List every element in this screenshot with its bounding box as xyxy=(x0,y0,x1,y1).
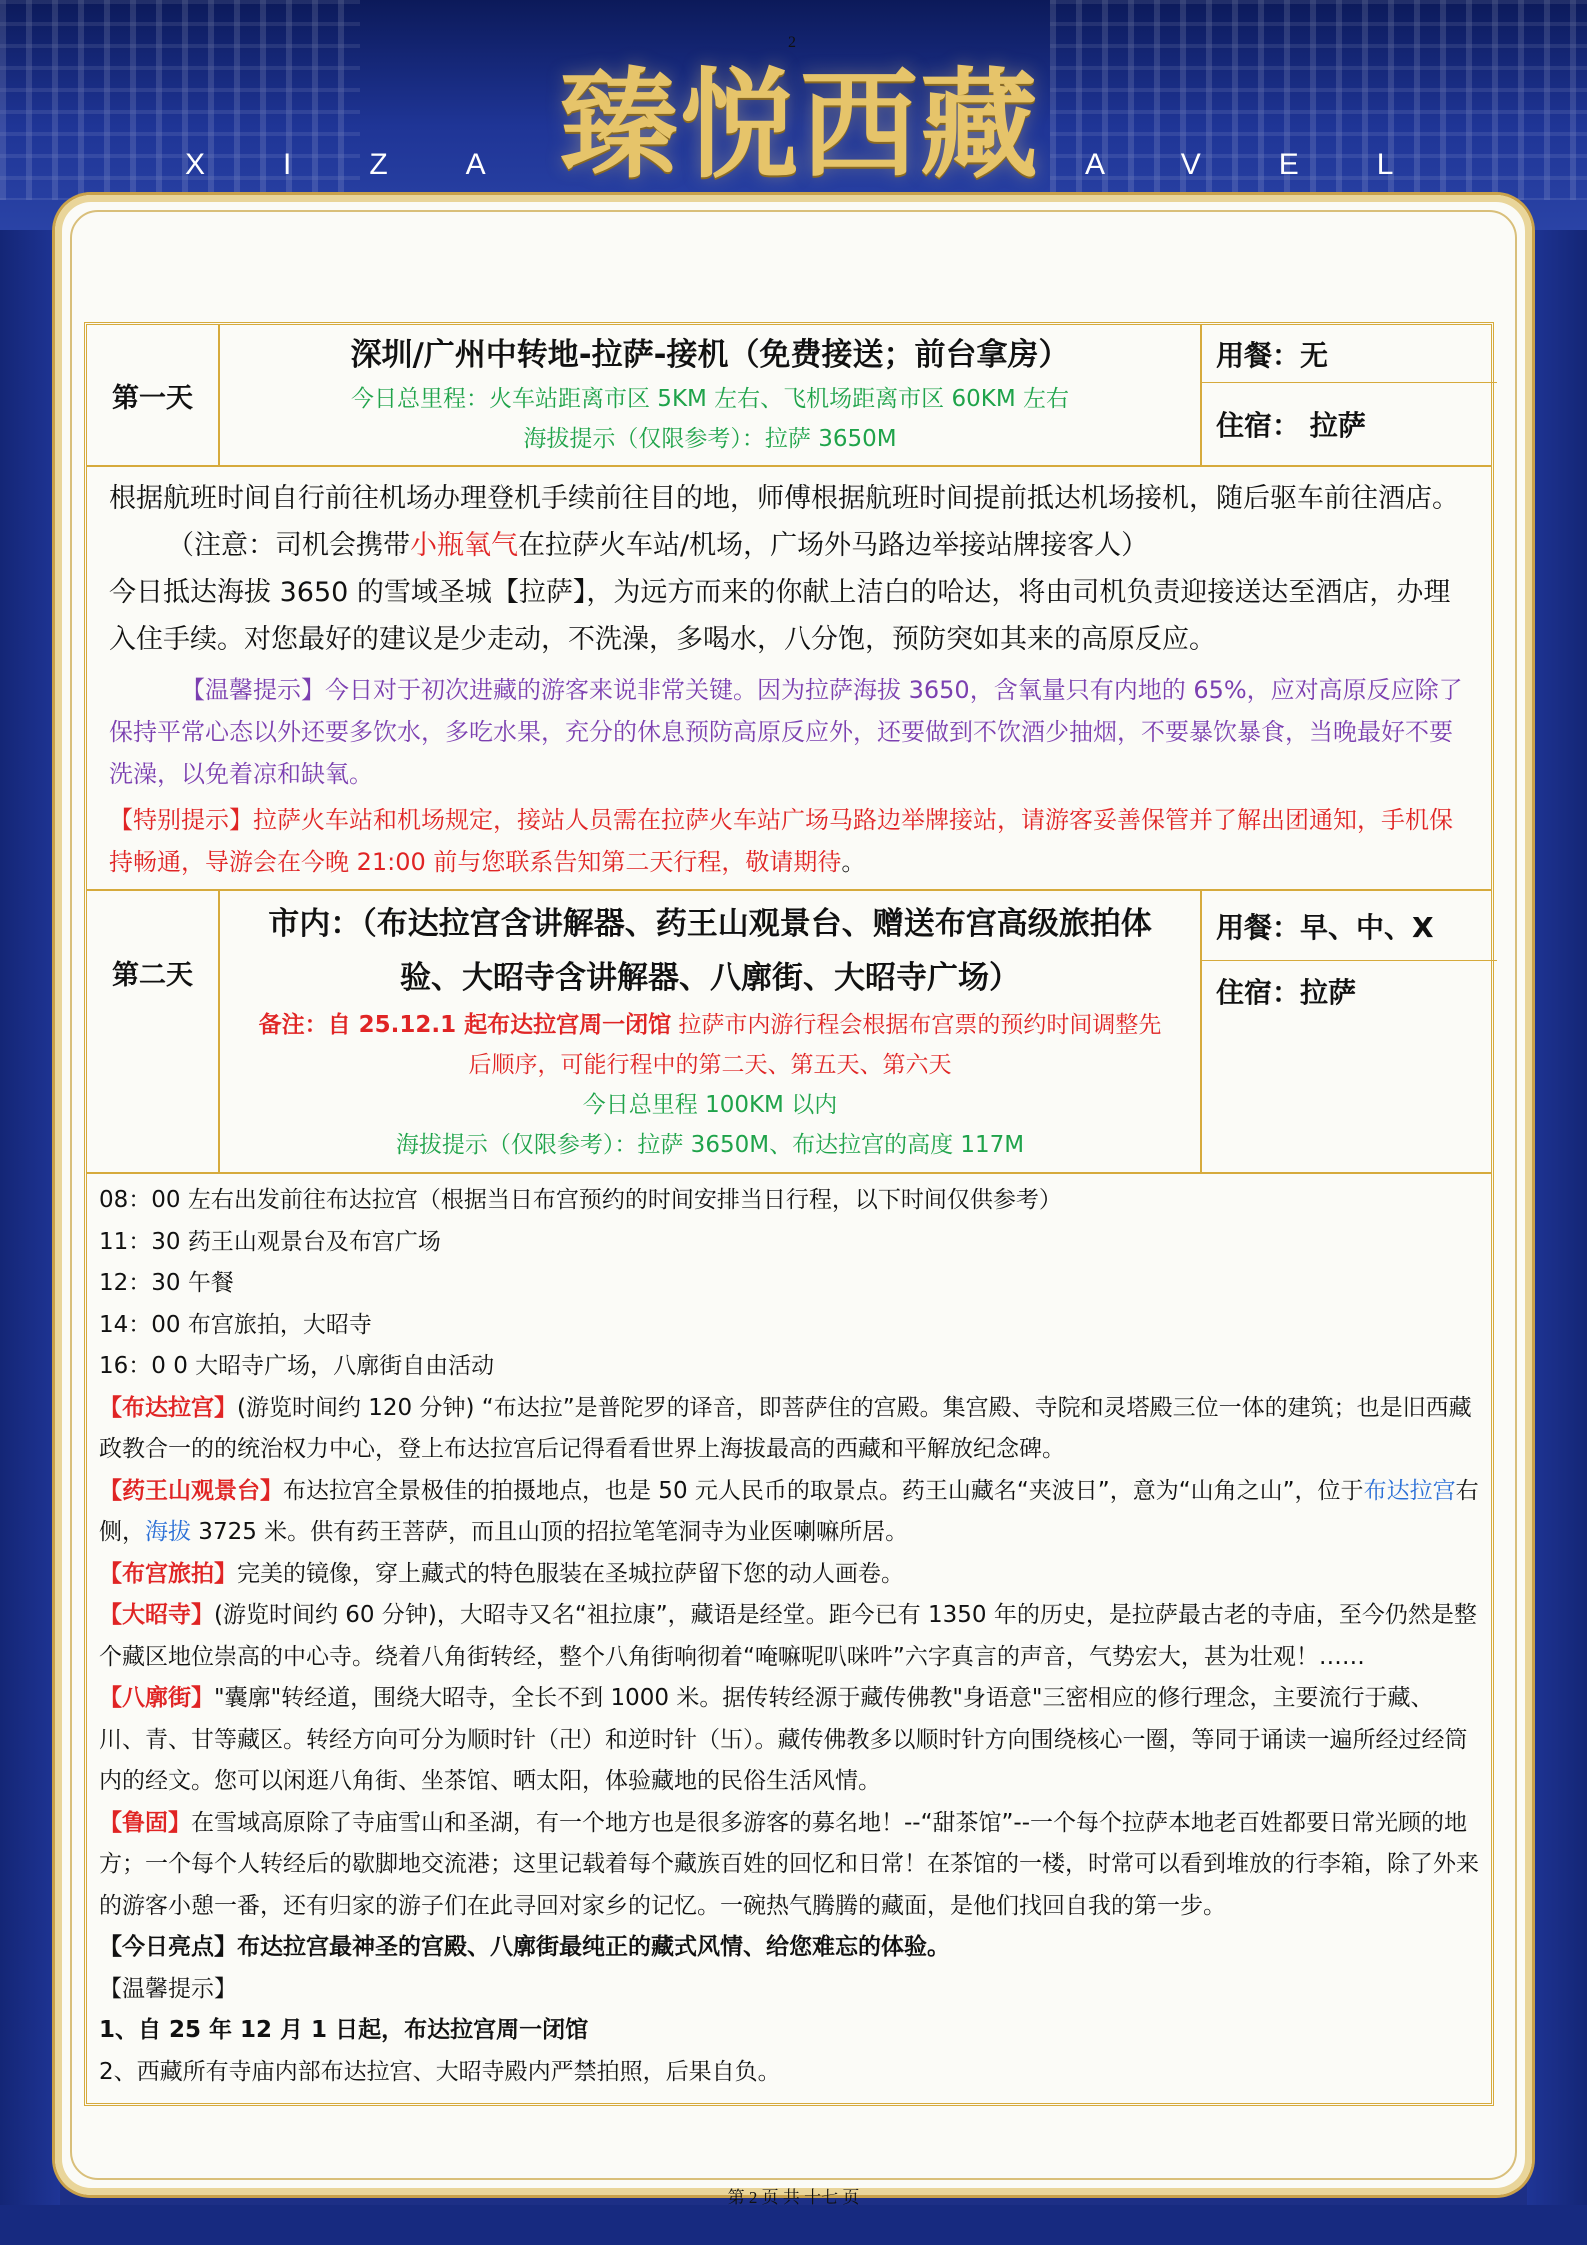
day1-note-text-2: 在拉萨火车站/机场，广场外马路边举接站牌接客人） xyxy=(518,530,1149,561)
page-number-top: 2 xyxy=(788,34,796,51)
day1-paragraph-note xyxy=(109,522,1469,569)
day2-note-line2: 后顺序，可能行程中的第二天、第五天、第六天 xyxy=(468,1052,952,1078)
day1-meals-cell xyxy=(1202,325,1497,465)
day2-note-rest: 拉萨市内游行程会根据布宫票的预约时间调整先 xyxy=(671,1012,1162,1038)
day2-mileage: 今日总里程 100KM 以内 xyxy=(582,1092,838,1118)
day2-stay: 住宿：拉萨 xyxy=(1216,976,1357,1009)
dazhao-tag: 【大昭寺】 xyxy=(99,1602,214,1628)
lvpai-section xyxy=(99,1554,1479,1596)
warning-item: 2、西藏所有寺庙内部布达拉宫、大昭寺殿内严禁拍照，后果自负。 xyxy=(99,2058,781,2085)
side-border-left xyxy=(0,230,60,2245)
schedule-item: 16：0 0 大昭寺广场，八廓街自由活动 xyxy=(99,1353,495,1379)
yaowang-section xyxy=(99,1471,1479,1554)
dazhao-section xyxy=(99,1595,1479,1678)
yaowang-tag: 【药王山观景台】 xyxy=(99,1477,283,1504)
schedule-item: 11：30 药王山观景台及布宫广场 xyxy=(99,1228,441,1255)
day1-body xyxy=(87,467,1491,891)
oxygen-highlight: 小瓶氧气 xyxy=(410,530,518,561)
potala-section xyxy=(99,1388,1479,1471)
day1-label: 第一天 xyxy=(87,325,220,465)
page-title-logo: 臻悦西藏 xyxy=(559,55,1040,194)
day1-title-cell xyxy=(220,325,1202,465)
day1-special-text: 【特别提示】拉萨火车站和机场规定，接站人员需在拉萨火车站广场马路边举牌接站，请游客妥善保管并了解出团通知，手机保持畅通，导游会在今晚 21:00 前与您联系告知第二天行程，敬请期待 xyxy=(109,806,1453,876)
lugu-text: 在雪域高原除了寺庙雪山和圣湖，有一个地方也是很多游客的募名地！--“甜茶馆”--一个每个拉萨本地老百姓都要日常光顾的地方；一个每个人转经后的歇脚地交流港；这里记载着每个藏族百姓的回忆和日常！在茶馆的一楼，时常可以看到堆放的行李箱，除了外来的游客小憩一番，还有归家的游子们在此寻回对家乡的记忆。一碗热气腾腾的藏面，是他们找回自我的第一步。 xyxy=(99,1809,1479,1919)
day2-note-line1 xyxy=(228,1005,1192,1045)
day1-warm-tip: 【温馨提示】今日对于初次进藏的游客来说非常关键。因为拉萨海拔 3650，含氧量只有内地的 65%，应对高原反应除了保持平常心态以外还要多饮水，多吃水果，充分的休息预防高原反应外，还要做到不饮酒少抽烟，不要暴饮暴食，当晚最好不要洗澡，以免着凉和缺氧。 xyxy=(109,676,1463,788)
title-subtitle-right: AVEL xyxy=(1085,148,1472,181)
warning-item: 1、自 25 年 12 月 1 日起，布达拉宫周一闭馆 xyxy=(99,2017,589,2043)
bakuo-section xyxy=(99,1678,1479,1803)
today-highlight: 【今日亮点】布达拉宫最神圣的宫殿、八廓街最纯正的藏式风情、给您难忘的体验。 xyxy=(99,1934,950,1960)
page-footer: 第 2 页 共 十七 页 xyxy=(727,2188,860,2207)
lugu-tag: 【鲁固】 xyxy=(99,1809,191,1836)
day2-note-bold: 备注：自 25.12.1 起布达拉宫周一闭馆 xyxy=(258,1012,672,1038)
schedule-item: 12：30 午餐 xyxy=(99,1270,234,1296)
day2-altitude: 海拔提示（仅限参考）：拉萨 3650M、布达拉宫的高度 117M xyxy=(395,1132,1025,1158)
warm-tip-heading: 【温馨提示】 xyxy=(99,1975,237,2002)
itinerary-table xyxy=(84,322,1494,2106)
day1-special-end: 。 xyxy=(841,848,866,876)
potala-tag: 【布达拉宫】 xyxy=(99,1394,237,1421)
lvpai-text: 完美的镜像，穿上藏式的特色服装在圣城拉萨留下您的动人画卷。 xyxy=(237,1560,904,1587)
day2-meals-cell xyxy=(1202,891,1497,1172)
bakuo-text: "囊廓"转经道，围绕大昭寺，全长不到 1000 米。据传转经源于藏传佛教"身语意"三密相应的修行理念，主要流行于藏、川、青、甘等藏区。转经方向可分为顺时针（卍）和逆时针（卐）。藏传佛教多以顺时针方向围绕核心一圈，等同于诵读一遍所经过经筒内的经文。您可以闲逛八角街、坐茶馆、晒太阳，体验藏地的民俗生活风情。 xyxy=(99,1685,1468,1794)
day1-paragraph-arrival: 今日抵达海拔 3650 的雪域圣城【拉萨】，为远方而来的你献上洁白的哈达，将由司机负责迎接送达至酒店，办理入住手续。对您最好的建议是少走动，不洗澡，多喝水，八分饱，预防突如其来的高原反应。 xyxy=(109,577,1451,655)
day1-mileage: 今日总里程：火车站距离市区 5KM 左右、飞机场距离市区 60KM 左右 xyxy=(351,386,1069,412)
day1-title: 深圳/广州中转地-拉萨-接机（免费接送；前台拿房） xyxy=(350,337,1070,373)
day1-special-tip xyxy=(109,799,1469,883)
day1-altitude: 海拔提示（仅限参考）：拉萨 3650M xyxy=(523,426,897,452)
day2-meal: 用餐：早、中、X xyxy=(1202,891,1497,961)
day1-paragraph-flight: 根据航班时间自行前往机场办理登机手续前往目的地，师傅根据航班时间提前抵达机场接机，随后驱车前往酒店。 xyxy=(109,483,1459,514)
schedule-item: 14：00 布宫旅拍，大昭寺 xyxy=(99,1311,372,1338)
altitude-link[interactable]: 海拔 xyxy=(145,1519,191,1545)
yaowang-text-a: 布达拉宫全景极佳的拍摄地点，也是 50 元人民币的取景点。药王山藏名“夹波日”，意为“山角之山”，位于 xyxy=(283,1477,1364,1504)
day2-label: 第二天 xyxy=(87,891,220,1172)
day1-header-row xyxy=(87,325,1491,467)
side-border-right xyxy=(1527,230,1587,2245)
lvpai-tag: 【布宫旅拍】 xyxy=(99,1560,237,1587)
footer-background xyxy=(0,2205,1587,2245)
day2-body xyxy=(87,1174,1491,2103)
day2-title-cell xyxy=(220,891,1202,1172)
day1-note-text: （注意：司机会携带 xyxy=(167,530,410,561)
yaowang-text-b: 右侧， xyxy=(99,1477,1479,1545)
day2-header-row xyxy=(87,891,1491,1174)
title-subtitle-left: XIZA xyxy=(185,148,564,181)
bakuo-tag: 【八廓街】 xyxy=(99,1685,214,1711)
day1-meal: 用餐：无 xyxy=(1202,325,1497,383)
yaowang-text-c: 3725 米。供有药王菩萨，而且山顶的招拉笔笔洞寺为业医喇嘛所居。 xyxy=(191,1519,909,1545)
dazhao-text: (游览时间约 60 分钟)，大昭寺又名“祖拉康”，藏语是经堂。距今已有 1350 年的历史，是拉萨最古老的寺庙，至今仍然是整个藏区地位崇高的中心寺。绕着八角街转经，整个八角街响彻着“唵嘛呢叭咪吽”六字真言的声音，气势宏大，甚为壮观！…… xyxy=(99,1602,1477,1670)
lugu-section xyxy=(99,1803,1479,1928)
day1-stay: 住宿： 拉萨 xyxy=(1216,409,1366,442)
potala-link[interactable]: 布达拉宫 xyxy=(1363,1477,1456,1504)
potala-text: (游览时间约 120 分钟) “布达拉”是普陀罗的译音，即菩萨住的宫殿。集宫殿、寺院和灵塔殿三位一体的建筑；也是旧西藏政教合一的的统治权力中心，登上布达拉宫后记得看看世界上海拔最高的西藏和平解放纪念碑。 xyxy=(99,1394,1472,1462)
schedule-item: 08：00 左右出发前往布达拉宫（根据当日布宫预约的时间安排当日行程，以下时间仅供参考） xyxy=(99,1187,1062,1213)
day2-title-line2: 验、大昭寺含讲解器、八廓街、大昭寺广场） xyxy=(400,960,1020,996)
day2-title-line1: 市内：（布达拉宫含讲解器、药王山观景台、赠送布宫高级旅拍体 xyxy=(268,906,1152,942)
